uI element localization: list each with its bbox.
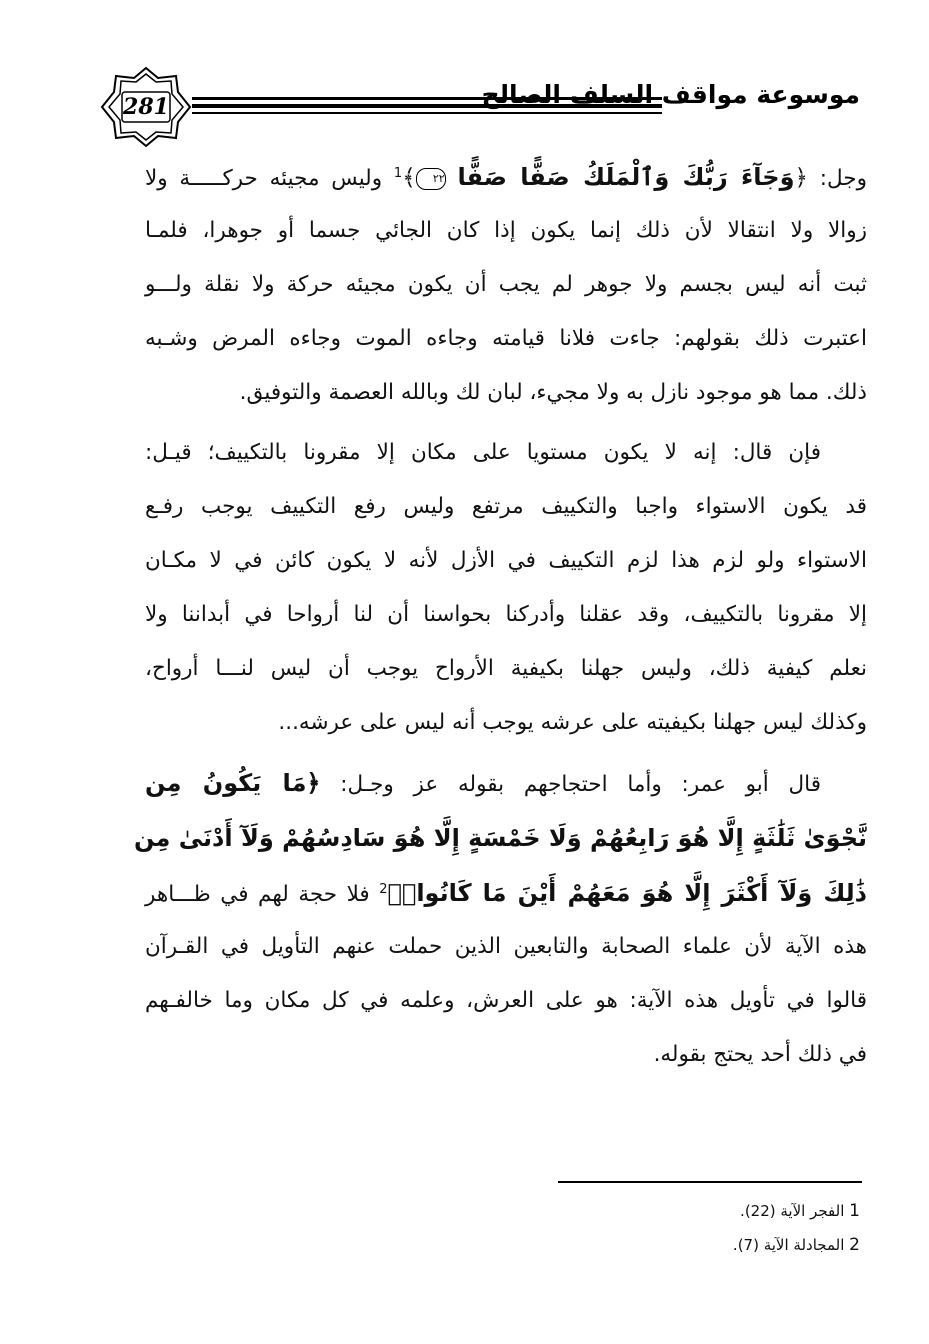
- page-number: 281: [123, 94, 169, 120]
- text-line: اعتبرت ذلك بقولهم: جاءت فلانا قيامته وجاءه الموت وجاءه المرض وشـبه: [145, 326, 867, 351]
- main-text: [133, 150, 867, 1082]
- text-segment: فلا حجة لهم في ظـــاهر: [145, 882, 370, 907]
- page-number-badge: [100, 66, 192, 148]
- footnote-separator: [558, 1181, 862, 1183]
- quran-verse: ﴿مَا يَكُونُ مِن: [145, 769, 321, 797]
- quran-verse: وَجَآءَ رَبُّكَ وَٱلْمَلَكُ صَفًّا صَفًّا: [457, 163, 795, 191]
- text-segment: وليس مجيئه حركـــــة ولا: [145, 166, 383, 191]
- text-segment: وجل:: [819, 166, 867, 191]
- quran-verse: ذَٰلِكَ وَلَآ أَكْثَرَ إِلَّا هُوَ مَعَهُمْ أَيْنَ مَا كَانُوا۟﴾: [387, 879, 867, 907]
- text-line: هذه الآية لأن علماء الصحابة والتابعين الذين حملت عنهم التأويل في القـرآن: [145, 934, 867, 959]
- text-segment: قال أبو عمر: وأما احتجاجهم بقوله عز وجـل:: [340, 772, 821, 797]
- footnote-ref[interactable]: 1: [393, 165, 403, 181]
- text-line: وكذلك ليس جهلنا بكيفيته على عرشه يوجب أنه ليس على عرشه...: [278, 710, 867, 735]
- text-line: [145, 150, 867, 204]
- text-line: [145, 866, 867, 920]
- text-line: في ذلك أحد يحتج بقوله.: [653, 1042, 867, 1067]
- text-line: الاستواء ولو لزم هذا لزم التكييف في الأزل لأنه لا يكون كائن في لا مكـان: [145, 548, 867, 573]
- footnote-number: 2: [849, 1235, 860, 1255]
- text-line: فإن قال: إنه لا يكون مستويا على مكان إلا مقرونا بالتكييف؛ قيـل:: [145, 440, 821, 465]
- text-line: قالوا في تأويل هذه الآية: هو على العرش، وعلمه في كل مكان وما خالفـهم: [145, 988, 867, 1013]
- footnote-ref[interactable]: 2: [379, 881, 388, 897]
- footnote-number: 1: [849, 1201, 860, 1221]
- text-line: زوالا ولا انتقالا لأن ذلك إنما يكون إذا كان الجائي جسما أو جوهرا، فلمـا: [145, 218, 867, 243]
- text-line: ثبت أنه ليس بجسم ولا جوهر لم يجب أن يكون مجيئه حركة ولا نقلة ولـــو: [145, 272, 867, 297]
- footnote: [520, 1194, 860, 1228]
- footnote: [520, 1228, 860, 1262]
- text-line: إلا مقرونا بالتكييف، وقد عقلنا وأدركنا بحواسنا أن لنا أرواحا في أبداننا ولا: [145, 602, 867, 627]
- footnote-text: الفجر الآية (22).: [740, 1202, 845, 1220]
- book-title: موسوعة مواقف السلف الصالح: [481, 80, 860, 109]
- verse-bracket-close: ﴾: [402, 165, 416, 191]
- text-line: نعلم كيفية ذلك، وليس جهلنا بكيفية الأرواح يوجب أن ليس لنـــا أرواح،: [145, 656, 867, 681]
- footnotes: [520, 1194, 860, 1262]
- quran-verse-line: نَّجْوَىٰ ثَلَٰثَةٍ إِلَّا هُوَ رَابِعُهُمْ وَلَا خَمْسَةٍ إِلَّا هُوَ سَادِسُهُمْ وَلَآ أَدْنَىٰ مِن: [133, 824, 867, 852]
- text-line: ذلك. مما هو موجود نازل به ولا مجيء، لبان لك وبالله العصمة والتوفيق.: [239, 380, 867, 405]
- verse-bracket-open: ﴿: [794, 165, 808, 191]
- text-line: [145, 756, 867, 810]
- ayah-number-mark: ٢٢: [416, 168, 446, 190]
- page-header: [100, 66, 860, 148]
- text-line: قد يكون الاستواء واجبا والتكييف مرتفع وليس رفع التكييف يوجب رفـع: [145, 494, 867, 519]
- footnote-text: المجادلة الآية (7).: [732, 1236, 845, 1254]
